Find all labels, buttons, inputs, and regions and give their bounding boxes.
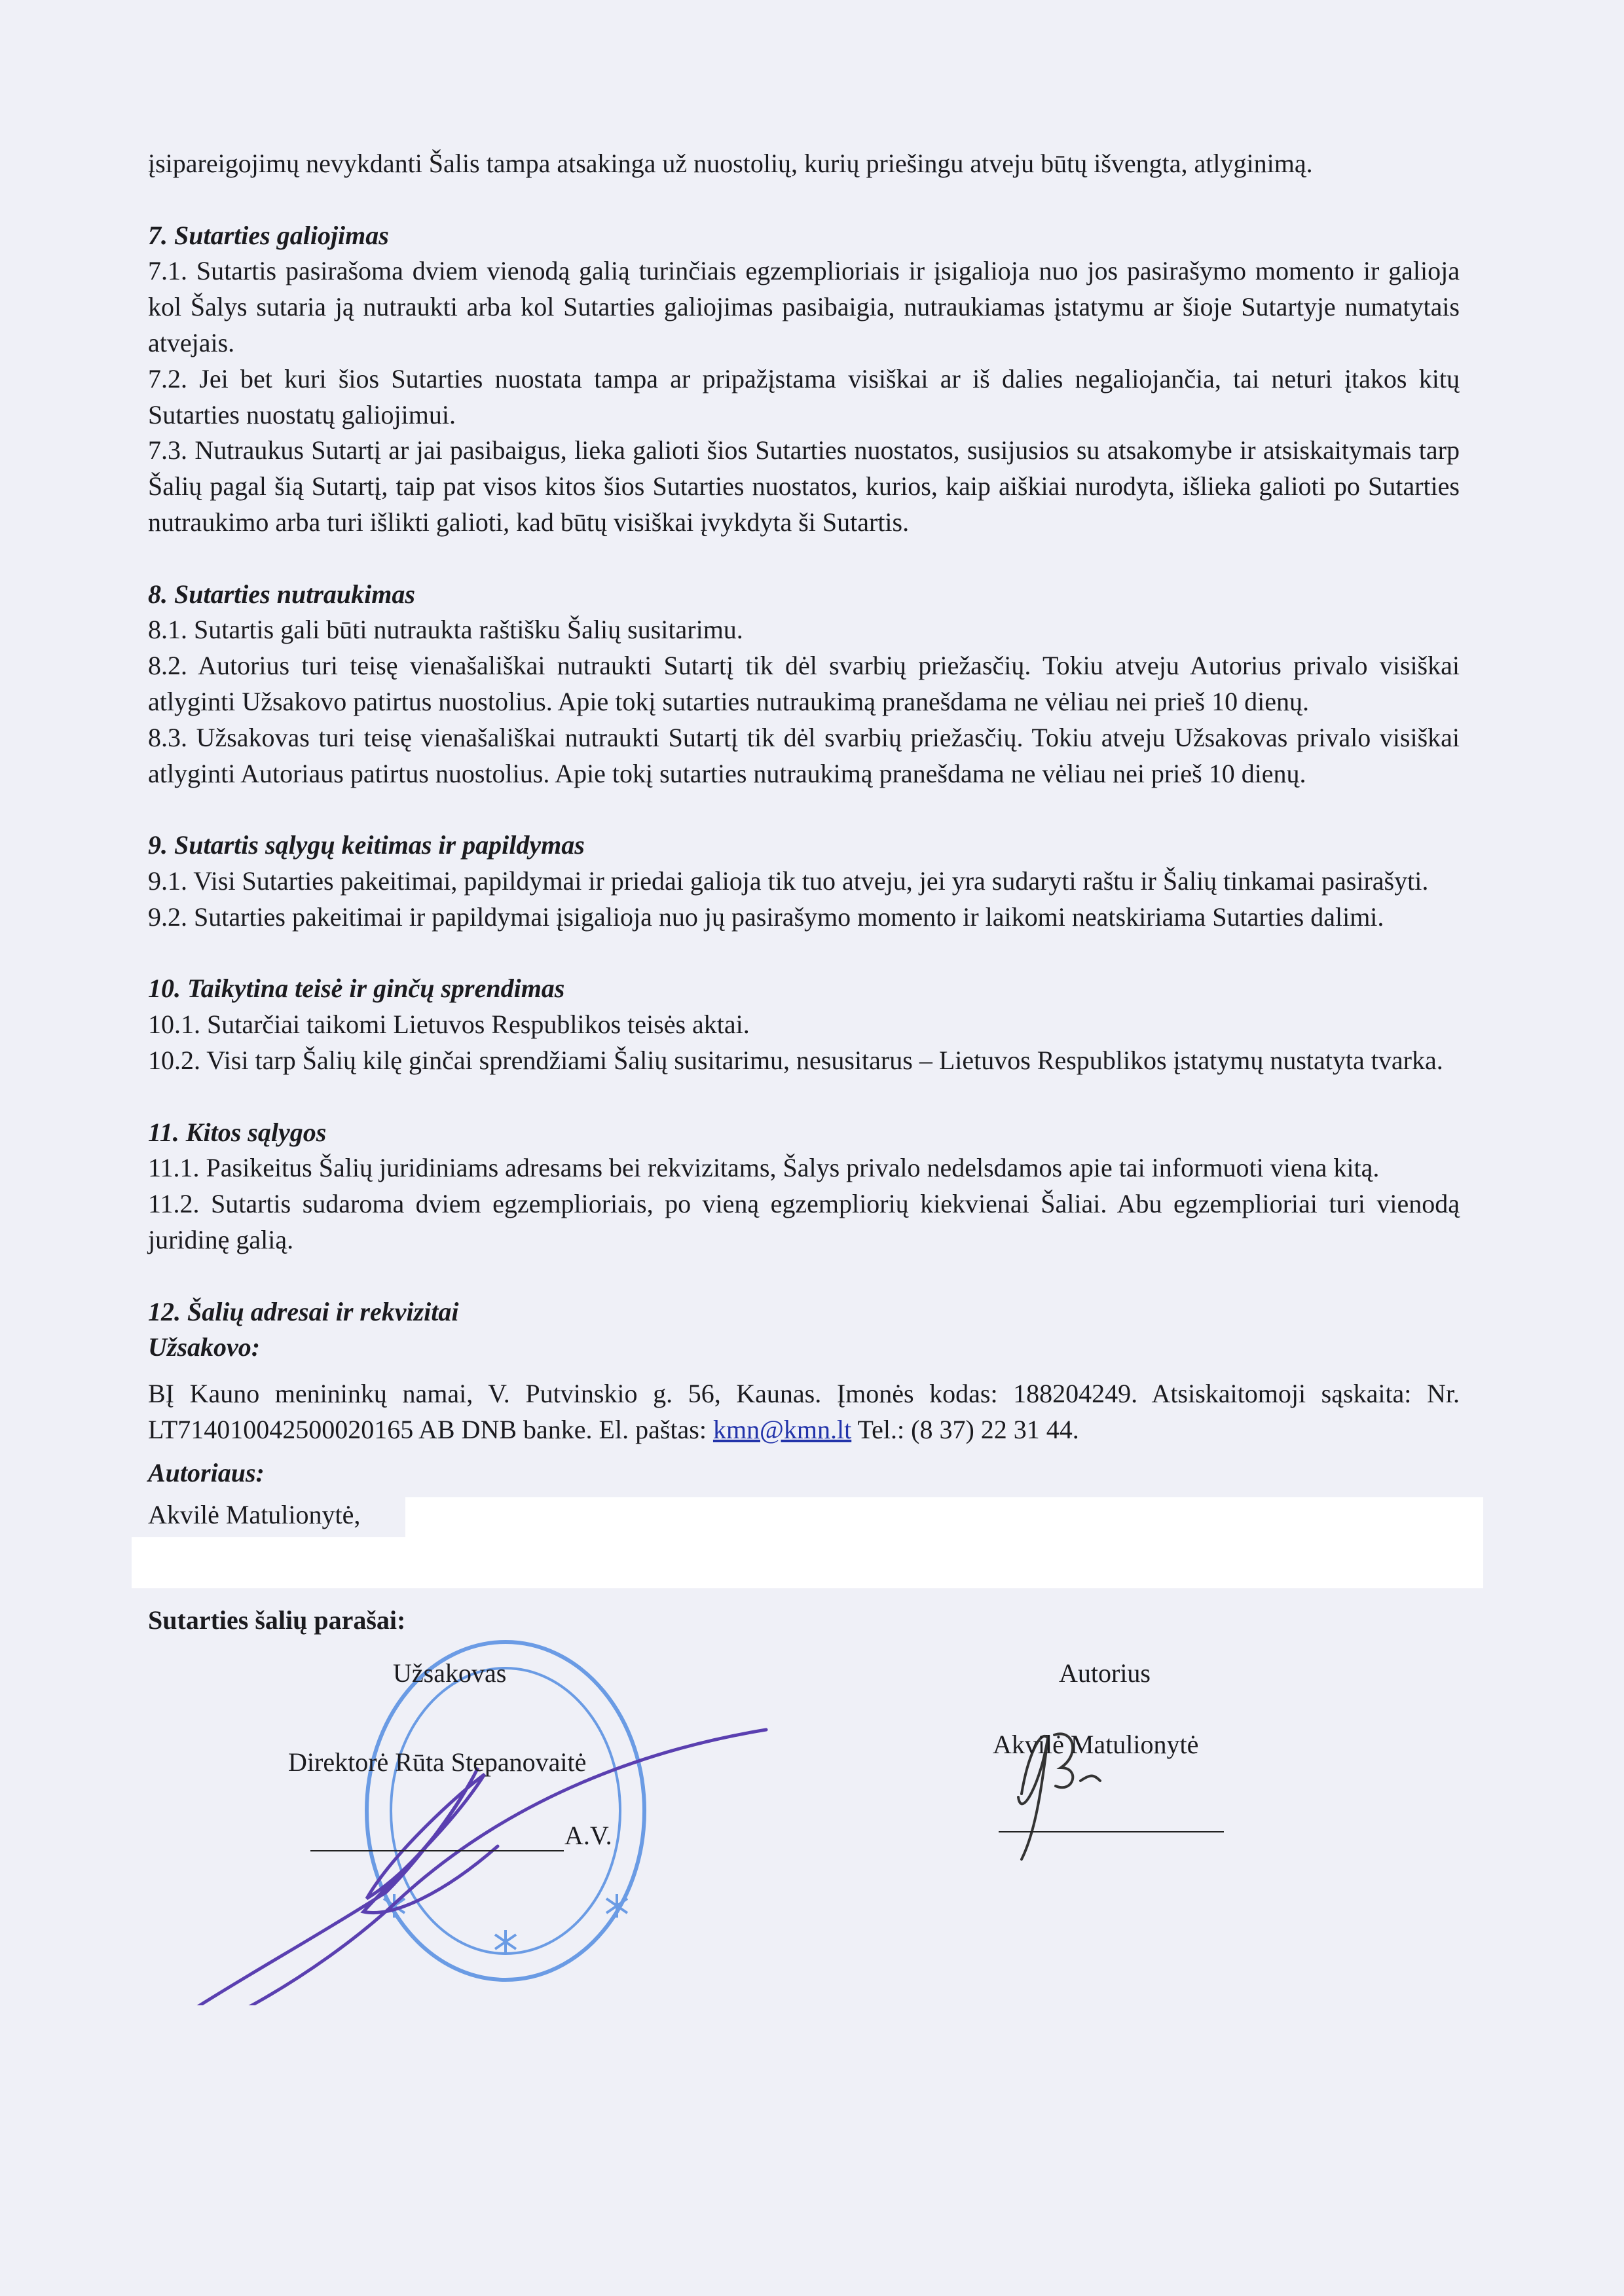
clause-11-1: 11.1. Pasikeitus Šalių juridiniams adresams bei rekvizitams, Šalys privalo nedelsdamos apie tai informuoti viena kitą. [148,1153,1380,1183]
section-7-heading: 7. Sutarties galiojimas [148,220,389,250]
clause-7-1: 7.1. Sutartis pasirašoma dviem vienodą galią turinčiais egzemplioriais ir įsigalioja nuo jos pasirašymo momento ir galioja kol Šalys sutaria ją nutraukti arba kol Sutarties galiojimas pasibaigia, nutraukiamas įstatymu ar šioje Sutartyje numatytais atvejais. [148,256,1460,357]
clause-7-2: 7.2. Jei bet kuri šios Sutarties nuostata tampa ar pripažįstama visiškai ar iš dalies negaliojančia, tai neturi įtakos kitų Sutarties nuostatų galiojimui. [148,363,1460,429]
client-signer: Direktorė Rūta Stepanovaitė [288,1747,587,1777]
author-label: Autoriaus: [148,1457,265,1487]
stamp-and-signatures [0,1639,1624,2005]
author-signature-line [999,1831,1224,1832]
client-role: Užsakovas [393,1658,507,1688]
client-label: Užsakovo: [148,1332,261,1362]
clause-9-1: 9.1. Visi Sutarties pakeitimai, papildymai ir priedai galioja tik tuo atveju, jei yra sudaryti raštu ir Šalių tinkamai pasirašyti. [148,866,1429,896]
section-9-heading: 9. Sutartis sąlygų keitimas ir papildymas [148,830,585,860]
redaction-box [132,1537,407,1588]
client-phone: Tel.: (8 37) 22 31 44. [857,1414,1079,1444]
section-10-heading: 10. Taikytina teisė ir ginčų sprendimas [148,974,565,1004]
client-email-link[interactable]: kmn@kmn.lt [712,1414,852,1444]
author-block [148,1497,1460,1588]
signatures-heading: Sutarties šalių parašai: [148,1605,406,1635]
section-8-heading: 8. Sutarties nutraukimas [148,579,415,609]
redaction-box [405,1497,1483,1588]
client-details [148,1376,1460,1448]
author-details: Akvilė Matulionytė, [148,1500,361,1530]
clause-9-2: 9.2. Sutarties pakeitimai ir papildymai įsigalioja nuo jų pasirašymo momento ir laikomi neatskiriama Sutarties dalimi. [148,902,1384,932]
client-text: BĮ Kauno menininkų namai, V. Putvinskio g. 56, Kaunas. Įmonės kodas: 188204249. Atsiskaitomoji sąskaita: Nr. LT714010042500020165 AB DNB banke. El. paštas: [148,1379,1460,1444]
section-12-heading: 12. Šalių adresai ir rekvizitai [148,1296,459,1326]
clause-10-1: 10.1. Sutarčiai taikomi Lietuvos Respublikos teisės aktai. [148,1010,750,1040]
client-signature-line [310,1850,564,1851]
seal-mark: A.V. [564,1821,612,1851]
clause-8-1: 8.1. Sutartis gali būti nutraukta raštišku Šalių susitarimu. [148,615,743,645]
author-signer: Akvilė Matulionytė [993,1730,1199,1760]
section-11-heading: 11. Kitos sąlygos [148,1117,327,1147]
clause-10-2: 10.2. Visi tarp Šalių kilę ginčai sprendžiami Šalių susitarimu, nesusitarus – Lietuvos Respublikos įstatymų nustatyta tvarka. [148,1045,1443,1075]
signature-area [0,1639,1624,2005]
clause-7-3: 7.3. Nutraukus Sutartį ar jai pasibaigus, lieka galioti šios Sutarties nuostatos, susijusios su atsakomybe ir atsiskaitymais tarp Šalių pagal šią Sutartį, taip pat visos kitos šios Sutarties nuostatos, kurios, kaip aiškiai nurodyta, išlieka galioti po Sutarties nutraukimo arba turi išlikti galioti, kad būtų visiškai įvykdyta ši Sutartis. [148,435,1460,537]
clause-8-2: 8.2. Autorius turi teisę vienašališkai nutraukti Sutartį tik dėl svarbių priežasčių. Tokiu atveju Autorius privalo visiškai atlyginti Užsakovo patirtus nuostolius. Apie tokį sutarties nutraukimą pranešdama ne vėliau nei prieš 10 dienų. [148,651,1460,716]
stamp-icon [367,1642,644,1980]
clause-11-2: 11.2. Sutartis sudaroma dviem egzemplioriais, po vieną egzempliorių kiekvienai Šaliai. Abu egzemplioriai turi vienodą juridinę galią. [148,1189,1460,1254]
clause-8-3: 8.3. Užsakovas turi teisę vienašališkai nutraukti Sutartį tik dėl svarbių priežasčių. Tokiu atveju Užsakovas privalo visiškai atlyginti Autoriaus patirtus nuostolius. Apie tokį sutarties nutraukimą pranešdama ne vėliau nei prieš 10 dienų. [148,722,1460,788]
author-role: Autorius [1059,1658,1151,1688]
intro-paragraph: įsipareigojimų nevykdanti Šalis tampa atsakinga už nuostolių, kurių priešingu atveju būtų išvengta, atlyginimą. [148,149,1313,178]
document-body [148,146,1460,2005]
